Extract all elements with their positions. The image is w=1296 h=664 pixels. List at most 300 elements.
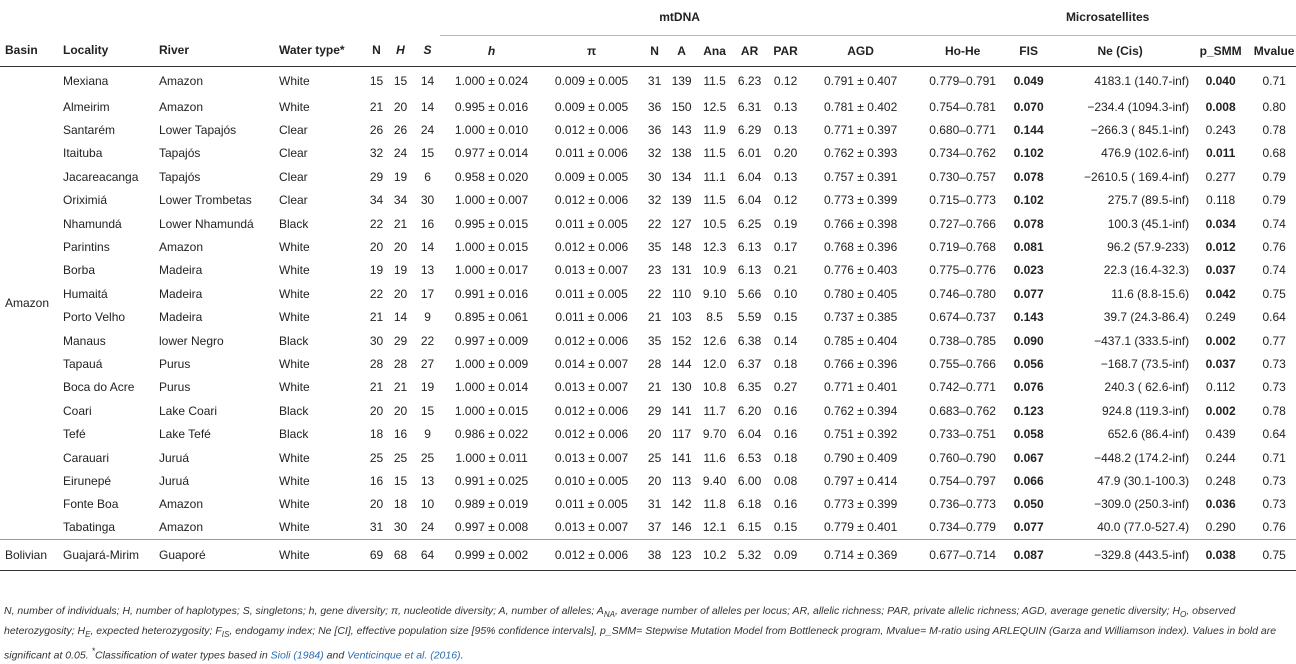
cell-par: 0.10 bbox=[773, 286, 798, 301]
reference-link-sioli[interactable]: Sioli (1984) bbox=[270, 649, 324, 662]
cell-ar: 6.15 bbox=[737, 520, 762, 535]
cell-ho-he: 0.733–0.751 bbox=[929, 427, 996, 442]
cell-ho-he: 0.754–0.781 bbox=[929, 99, 996, 114]
col-header-ne: Ne (Cis) bbox=[1046, 35, 1189, 66]
cell-agd: 0.766 ± 0.398 bbox=[823, 216, 898, 231]
table-row bbox=[0, 306, 1296, 329]
cell-par: 0.15 bbox=[773, 520, 798, 535]
cell-agd: 0.785 ± 0.404 bbox=[823, 333, 898, 348]
cell-a: 144 bbox=[671, 356, 692, 371]
cell-a: 139 bbox=[671, 73, 692, 88]
cell-water-type: White bbox=[279, 99, 310, 114]
cell-river: Lower Trombetas bbox=[159, 193, 252, 208]
cell-gene-diversity: 1.000 ± 0.015 bbox=[454, 403, 529, 418]
cell-n-alleles: 25 bbox=[647, 450, 662, 465]
cell-river: lower Negro bbox=[159, 333, 224, 348]
cell-river: Lower Nhamundá bbox=[159, 216, 254, 231]
table-row bbox=[0, 469, 1296, 492]
cell-ar: 5.32 bbox=[730, 539, 764, 570]
cell-ho-he: 0.730–0.757 bbox=[929, 169, 996, 184]
cell-locality: Tabatinga bbox=[63, 520, 116, 535]
cell-n: 21 bbox=[369, 380, 384, 395]
cell-fis: 0.049 bbox=[1013, 73, 1044, 88]
cell-ne: −2610.5 ( 169.4-inf) bbox=[1084, 169, 1190, 184]
cell-locality: Carauari bbox=[63, 450, 110, 465]
cell-locality: Boca do Acre bbox=[63, 380, 135, 395]
cell-n-alleles: 38 bbox=[640, 539, 664, 570]
cell-gene-diversity: 0.895 ± 0.061 bbox=[454, 310, 529, 325]
cell-a: 139 bbox=[671, 193, 692, 208]
cell-p-smm: 0.012 bbox=[1205, 240, 1236, 255]
cell-mvalue: 0.73 bbox=[1262, 497, 1286, 512]
cell-n-alleles: 30 bbox=[647, 169, 662, 184]
cell-ar: 6.29 bbox=[737, 123, 762, 138]
col-header-a: A bbox=[664, 35, 694, 66]
cell-n: 25 bbox=[369, 450, 384, 465]
cell-ne: −448.2 (174.2-inf) bbox=[1094, 450, 1190, 465]
microsatellites-group-header: Microsatellites bbox=[914, 0, 1296, 35]
cell-a: 141 bbox=[671, 403, 692, 418]
cell-ana: 11.6 bbox=[703, 450, 726, 465]
cell-ana: 11.5 bbox=[703, 193, 726, 208]
cell-n: 21 bbox=[369, 310, 384, 325]
cell-p-smm: 0.040 bbox=[1205, 73, 1236, 88]
cell-h: 68 bbox=[386, 539, 410, 570]
table-row bbox=[0, 493, 1296, 516]
cell-gene-diversity: 0.995 ± 0.016 bbox=[454, 99, 529, 114]
cell-river: Tapajós bbox=[159, 169, 201, 184]
table-row bbox=[0, 66, 1296, 95]
cell-h: 19 bbox=[393, 263, 408, 278]
cell-p-smm: 0.036 bbox=[1205, 497, 1236, 512]
cell-water-type: Clear bbox=[279, 169, 308, 184]
cell-n-alleles: 36 bbox=[647, 123, 662, 138]
cell-a: 134 bbox=[671, 169, 692, 184]
basin-cell: Bolivian bbox=[0, 539, 58, 570]
cell-fis: 0.144 bbox=[1013, 123, 1044, 138]
table-row bbox=[0, 165, 1296, 188]
cell-s: 6 bbox=[424, 169, 431, 184]
col-header-pi: π bbox=[538, 35, 640, 66]
cell-s: 15 bbox=[420, 403, 435, 418]
cell-h: 34 bbox=[393, 193, 408, 208]
cell-ne: 924.8 (119.3-inf) bbox=[1101, 403, 1190, 418]
cell-agd: 0.737 ± 0.385 bbox=[823, 310, 898, 325]
cell-mvalue: 0.75 bbox=[1262, 286, 1286, 301]
cell-water-type: White bbox=[279, 356, 310, 371]
cell-par: 0.17 bbox=[773, 240, 798, 255]
cell-mvalue: 0.71 bbox=[1262, 450, 1286, 465]
cell-agd: 0.791 ± 0.407 bbox=[823, 73, 898, 88]
cell-p-smm: 0.248 bbox=[1205, 473, 1236, 488]
cell-s: 64 bbox=[410, 539, 440, 570]
cell-fis: 0.067 bbox=[1013, 450, 1044, 465]
cell-p-smm: 0.042 bbox=[1205, 286, 1236, 301]
cell-p-smm: 0.290 bbox=[1205, 520, 1236, 535]
cell-locality: Itaituba bbox=[63, 146, 103, 161]
cell-h: 18 bbox=[393, 497, 408, 512]
cell-h: 24 bbox=[393, 146, 408, 161]
col-header-mvalue: Mvalue bbox=[1247, 35, 1296, 66]
cell-ho-he: 0.760–0.790 bbox=[929, 450, 996, 465]
cell-water-type: Black bbox=[279, 333, 309, 348]
cell-mvalue: 0.64 bbox=[1262, 310, 1286, 325]
cell-locality: Jacareacanga bbox=[63, 169, 139, 184]
cell-ho-he: 0.719–0.768 bbox=[929, 240, 996, 255]
cell-h: 16 bbox=[393, 427, 408, 442]
cell-locality: Mexiana bbox=[63, 73, 109, 88]
cell-gene-diversity: 1.000 ± 0.009 bbox=[454, 356, 529, 371]
cell-n: 31 bbox=[369, 520, 384, 535]
cell-n: 15 bbox=[369, 73, 384, 88]
cell-agd: 0.762 ± 0.393 bbox=[823, 146, 898, 161]
cell-mvalue: 0.71 bbox=[1262, 73, 1286, 88]
cell-pi: 0.011 ± 0.006 bbox=[555, 310, 628, 325]
cell-par: 0.21 bbox=[773, 263, 798, 278]
cell-n-alleles: 31 bbox=[647, 497, 662, 512]
cell-par: 0.14 bbox=[773, 333, 798, 348]
cell-water-type: White bbox=[279, 263, 310, 278]
cell-river: Madeira bbox=[159, 263, 203, 278]
cell-par: 0.09 bbox=[764, 539, 802, 570]
cell-par: 0.12 bbox=[773, 73, 798, 88]
cell-locality: Fonte Boa bbox=[63, 497, 119, 512]
cell-locality: Tefé bbox=[63, 427, 86, 442]
cell-ana: 11.9 bbox=[703, 123, 726, 138]
cell-n: 18 bbox=[369, 427, 384, 442]
cell-n: 26 bbox=[369, 123, 384, 138]
cell-n-alleles: 28 bbox=[647, 356, 662, 371]
cell-water-type: White bbox=[279, 520, 310, 535]
cell-fis: 0.076 bbox=[1013, 380, 1044, 395]
cell-fis: 0.143 bbox=[1013, 310, 1044, 325]
cell-agd: 0.797 ± 0.414 bbox=[823, 473, 898, 488]
cell-gene-diversity: 1.000 ± 0.011 bbox=[455, 450, 528, 465]
cell-fis: 0.081 bbox=[1013, 240, 1044, 255]
cell-river: Amazon bbox=[159, 497, 204, 512]
cell-n-alleles: 35 bbox=[647, 333, 662, 348]
cell-locality: Porto Velho bbox=[63, 310, 126, 325]
cell-fis: 0.077 bbox=[1013, 520, 1044, 535]
cell-gene-diversity: 0.958 ± 0.020 bbox=[454, 169, 529, 184]
cell-ho-he: 0.680–0.771 bbox=[929, 123, 996, 138]
cell-ne: −309.0 (250.3-inf) bbox=[1094, 497, 1190, 512]
cell-h: 19 bbox=[393, 169, 408, 184]
cell-ho-he: 0.754–0.797 bbox=[929, 473, 996, 488]
cell-river: Lower Tapajós bbox=[159, 123, 237, 138]
cell-mvalue: 0.77 bbox=[1262, 333, 1286, 348]
cell-n-alleles: 36 bbox=[647, 99, 662, 114]
table-body bbox=[0, 66, 1296, 571]
cell-h: 20 bbox=[393, 99, 408, 114]
cell-s: 30 bbox=[420, 193, 435, 208]
cell-p-smm: 0.439 bbox=[1205, 427, 1236, 442]
cell-ne: 39.7 (24.3-86.4) bbox=[1103, 310, 1190, 325]
cell-river: Amazon bbox=[159, 73, 204, 88]
cell-ana: 9.40 bbox=[702, 473, 727, 488]
cell-ar: 5.66 bbox=[737, 286, 762, 301]
cell-ana: 12.1 bbox=[702, 520, 727, 535]
cell-a: 148 bbox=[671, 240, 692, 255]
cell-agd: 0.762 ± 0.394 bbox=[823, 403, 898, 418]
cell-ar: 6.04 bbox=[737, 169, 762, 184]
cell-s: 10 bbox=[420, 497, 435, 512]
cell-pi: 0.009 ± 0.005 bbox=[554, 73, 629, 88]
cell-agd: 0.766 ± 0.396 bbox=[823, 356, 898, 371]
cell-ne: −168.7 (73.5-inf) bbox=[1100, 356, 1190, 371]
cell-agd: 0.781 ± 0.402 bbox=[823, 99, 898, 114]
cell-n: 16 bbox=[369, 473, 384, 488]
cell-mvalue: 0.73 bbox=[1262, 473, 1286, 488]
cell-n: 20 bbox=[369, 497, 384, 512]
col-header-n: N bbox=[362, 35, 386, 66]
cell-pi: 0.011 ± 0.005 bbox=[555, 497, 628, 512]
cell-a: 113 bbox=[672, 473, 692, 488]
cell-locality: Borba bbox=[63, 263, 96, 278]
cell-par: 0.13 bbox=[773, 123, 798, 138]
col-header-fis: FIS bbox=[1006, 35, 1046, 66]
cell-s: 17 bbox=[420, 286, 435, 301]
cell-fis: 0.102 bbox=[1013, 146, 1044, 161]
cell-pi: 0.013 ± 0.007 bbox=[554, 450, 629, 465]
cell-p-smm: 0.037 bbox=[1205, 263, 1236, 278]
cell-pi: 0.011 ± 0.005 bbox=[555, 216, 628, 231]
cell-water-type: White bbox=[279, 240, 310, 255]
cell-p-smm: 0.011 bbox=[1205, 146, 1236, 161]
table-footnote: N, number of individuals; H, number of haplotypes; S, singletons; h, gene diversity; π, nucleotide diversity; A, number of alleles; $A_{NA}$, average number of alleles per locus; AR, allelic richness; PAR, private allelic richness; AGD, average genetic diversity; $H_O$, observed heterozygosity; $H_E$, expected heterozygosity; $F_{IS}$, endogamy index; Ne [CI], effective population size [95% confidence intervals], p_SMM= Stepwise Mutation Model from Bottleneck program, Mvalue= M-ratio using ARLEQUIN (Garza and Williamson index). Values in bold are significant at 0.05. *Classification of water types based in Sioli (1984) and Venticinque et al. (2016). bbox=[4, 605, 1277, 662]
cell-s: 15 bbox=[420, 146, 435, 161]
cell-agd: 0.714 ± 0.369 bbox=[802, 539, 914, 570]
cell-fis: 0.070 bbox=[1013, 99, 1044, 114]
cell-gene-diversity: 0.995 ± 0.015 bbox=[454, 216, 529, 231]
cell-agd: 0.771 ± 0.401 bbox=[823, 380, 898, 395]
cell-p-smm: 0.034 bbox=[1205, 216, 1236, 231]
cell-agd: 0.776 ± 0.403 bbox=[823, 263, 898, 278]
cell-ho-he: 0.779–0.791 bbox=[929, 73, 996, 88]
cell-pi: 0.012 ± 0.006 bbox=[554, 403, 629, 418]
cell-n-alleles: 22 bbox=[647, 286, 662, 301]
cell-n-alleles: 37 bbox=[647, 520, 662, 535]
cell-ana: 10.9 bbox=[702, 263, 727, 278]
cell-n: 22 bbox=[369, 216, 384, 231]
basin-cell: Amazon bbox=[5, 295, 50, 310]
cell-gene-diversity: 1.000 ± 0.015 bbox=[454, 240, 529, 255]
cell-fis: 0.102 bbox=[1013, 193, 1044, 208]
cell-par: 0.16 bbox=[773, 497, 798, 512]
cell-ne: 22.3 (16.4-32.3) bbox=[1103, 263, 1190, 278]
cell-p-smm: 0.277 bbox=[1205, 169, 1236, 184]
cell-n-alleles: 20 bbox=[647, 473, 662, 488]
cell-ne: 4183.1 (140.7-inf) bbox=[1094, 73, 1190, 88]
cell-p-smm: 0.037 bbox=[1205, 356, 1236, 371]
cell-ar: 6.35 bbox=[737, 380, 762, 395]
cell-agd: 0.773 ± 0.399 bbox=[823, 193, 898, 208]
cell-gene-diversity: 0.991 ± 0.016 bbox=[454, 286, 529, 301]
cell-par: 0.13 bbox=[773, 99, 798, 114]
cell-water-type: White bbox=[279, 380, 310, 395]
cell-ho-he: 0.715–0.773 bbox=[929, 193, 996, 208]
cell-gene-diversity: 1.000 ± 0.010 bbox=[454, 123, 529, 138]
cell-mvalue: 0.74 bbox=[1262, 216, 1286, 231]
cell-s: 9 bbox=[424, 310, 431, 325]
cell-pi: 0.011 ± 0.005 bbox=[555, 286, 628, 301]
cell-locality: Manaus bbox=[63, 333, 106, 348]
cell-locality: Santarém bbox=[63, 123, 116, 138]
cell-n-alleles: 23 bbox=[647, 263, 662, 278]
cell-n-alleles: 20 bbox=[647, 427, 662, 442]
cell-ar: 6.25 bbox=[737, 216, 762, 231]
cell-mvalue: 0.75 bbox=[1247, 539, 1296, 570]
cell-s: 13 bbox=[420, 263, 435, 278]
cell-pi: 0.009 ± 0.005 bbox=[554, 169, 629, 184]
cell-n-alleles: 21 bbox=[647, 310, 662, 325]
cell-agd: 0.751 ± 0.392 bbox=[823, 427, 898, 442]
cell-s: 9 bbox=[424, 427, 431, 442]
cell-water-type: Black bbox=[279, 403, 309, 418]
cell-agd: 0.771 ± 0.397 bbox=[823, 123, 898, 138]
cell-water-type: Clear bbox=[279, 193, 308, 208]
cell-n: 28 bbox=[369, 356, 384, 371]
cell-locality: Oriximiá bbox=[63, 193, 107, 208]
cell-a: 117 bbox=[672, 427, 692, 442]
cell-par: 0.15 bbox=[773, 310, 798, 325]
group-header-row bbox=[0, 0, 1296, 35]
cell-mvalue: 0.78 bbox=[1262, 403, 1286, 418]
cell-mvalue: 0.73 bbox=[1262, 380, 1286, 395]
cell-ho-he: 0.674–0.737 bbox=[929, 310, 996, 325]
cell-river: Guaporé bbox=[154, 539, 274, 570]
cell-h: 30 bbox=[393, 520, 408, 535]
cell-ar: 6.38 bbox=[737, 333, 762, 348]
cell-locality: Eirunepé bbox=[63, 473, 112, 488]
col-header-water-type: Water type* bbox=[274, 35, 362, 66]
cell-p-smm: 0.243 bbox=[1205, 123, 1236, 138]
cell-ne: 240.3 ( 62.6-inf) bbox=[1104, 380, 1190, 395]
cell-water-type: White bbox=[279, 286, 310, 301]
cell-ar: 6.53 bbox=[737, 450, 762, 465]
cell-ne: 652.6 (86.4-inf) bbox=[1107, 427, 1190, 442]
cell-mvalue: 0.74 bbox=[1262, 263, 1286, 278]
table-row bbox=[0, 259, 1296, 282]
table-row bbox=[0, 118, 1296, 141]
cell-par: 0.18 bbox=[773, 450, 798, 465]
cell-mvalue: 0.78 bbox=[1262, 123, 1286, 138]
reference-link-venticinque[interactable]: Venticinque et al. (2016) bbox=[347, 649, 461, 662]
cell-ar: 6.37 bbox=[737, 356, 762, 371]
cell-fis: 0.077 bbox=[1013, 286, 1044, 301]
cell-water-type: White bbox=[279, 497, 310, 512]
cell-ana: 10.8 bbox=[702, 380, 727, 395]
col-header-agd: AGD bbox=[802, 35, 914, 66]
cell-fis: 0.050 bbox=[1013, 497, 1044, 512]
cell-n: 30 bbox=[369, 333, 384, 348]
cell-agd: 0.780 ± 0.405 bbox=[823, 286, 898, 301]
cell-pi: 0.012 ± 0.006 bbox=[554, 193, 629, 208]
cell-s: 19 bbox=[420, 380, 435, 395]
cell-n: 29 bbox=[369, 169, 384, 184]
cell-gene-diversity: 1.000 ± 0.017 bbox=[454, 263, 529, 278]
cell-par: 0.13 bbox=[773, 169, 798, 184]
cell-fis: 0.023 bbox=[1013, 263, 1044, 278]
cell-n: 20 bbox=[369, 240, 384, 255]
col-header-p-smm: p_SMM bbox=[1189, 35, 1247, 66]
cell-ne: −437.1 (333.5-inf) bbox=[1094, 333, 1190, 348]
cell-gene-diversity: 0.991 ± 0.025 bbox=[454, 473, 529, 488]
cell-ana: 9.70 bbox=[702, 427, 727, 442]
table-row bbox=[0, 399, 1296, 422]
table-row bbox=[0, 329, 1296, 352]
cell-s: 16 bbox=[420, 216, 435, 231]
cell-n-alleles: 32 bbox=[647, 193, 662, 208]
table-row bbox=[0, 142, 1296, 165]
cell-mvalue: 0.73 bbox=[1262, 356, 1286, 371]
cell-fis: 0.066 bbox=[1013, 473, 1044, 488]
cell-h: 15 bbox=[393, 73, 408, 88]
mtdna-group-header: mtDNA bbox=[440, 0, 914, 35]
cell-ar: 5.59 bbox=[737, 310, 762, 325]
cell-ho-he: 0.683–0.762 bbox=[929, 403, 996, 418]
cell-river: Purus bbox=[159, 356, 191, 371]
cell-par: 0.16 bbox=[773, 403, 798, 418]
cell-river: Purus bbox=[159, 380, 191, 395]
cell-a: 141 bbox=[671, 450, 692, 465]
cell-agd: 0.779 ± 0.401 bbox=[823, 520, 898, 535]
cell-s: 14 bbox=[420, 73, 435, 88]
cell-n: 19 bbox=[369, 263, 384, 278]
col-header-ana: Ana bbox=[694, 35, 730, 66]
cell-gene-diversity: 1.000 ± 0.007 bbox=[454, 193, 529, 208]
cell-pi: 0.012 ± 0.006 bbox=[554, 240, 629, 255]
cell-agd: 0.768 ± 0.396 bbox=[823, 240, 898, 255]
cell-locality: Parintins bbox=[63, 240, 110, 255]
cell-mvalue: 0.80 bbox=[1262, 99, 1286, 114]
cell-mvalue: 0.64 bbox=[1262, 427, 1286, 442]
cell-pi: 0.012 ± 0.006 bbox=[554, 333, 629, 348]
cell-pi: 0.012 ± 0.006 bbox=[554, 123, 629, 138]
table-row bbox=[0, 539, 1296, 570]
cell-water-type: White bbox=[279, 73, 310, 88]
cell-locality: Nhamundá bbox=[63, 216, 122, 231]
cell-river: Lake Coari bbox=[159, 403, 218, 418]
cell-ne: 40.0 (77.0-527.4) bbox=[1097, 520, 1190, 535]
cell-h: 28 bbox=[393, 356, 408, 371]
cell-ho-he: 0.742–0.771 bbox=[929, 380, 996, 395]
cell-ana: 9.10 bbox=[702, 286, 727, 301]
cell-ho-he: 0.734–0.779 bbox=[929, 520, 996, 535]
cell-mvalue: 0.79 bbox=[1262, 169, 1286, 184]
cell-ana: 12.6 bbox=[702, 333, 727, 348]
cell-a: 130 bbox=[671, 380, 692, 395]
cell-locality: Almeirim bbox=[63, 99, 110, 114]
cell-river: Lake Tefé bbox=[159, 427, 211, 442]
cell-ar: 6.13 bbox=[737, 240, 762, 255]
table-row bbox=[0, 376, 1296, 399]
cell-agd: 0.790 ± 0.409 bbox=[823, 450, 898, 465]
table-row bbox=[0, 422, 1296, 445]
cell-n: 22 bbox=[369, 286, 384, 301]
cell-a: 138 bbox=[671, 146, 692, 161]
col-header-par: PAR bbox=[764, 35, 802, 66]
cell-ana: 10.5 bbox=[702, 216, 727, 231]
table-row bbox=[0, 95, 1296, 118]
cell-river: Madeira bbox=[159, 286, 203, 301]
cell-par: 0.18 bbox=[773, 356, 798, 371]
cell-a: 146 bbox=[671, 520, 692, 535]
cell-river: Madeira bbox=[159, 310, 203, 325]
cell-water-type: Black bbox=[279, 216, 309, 231]
cell-a: 127 bbox=[671, 216, 692, 231]
cell-ana: 10.2 bbox=[694, 539, 730, 570]
